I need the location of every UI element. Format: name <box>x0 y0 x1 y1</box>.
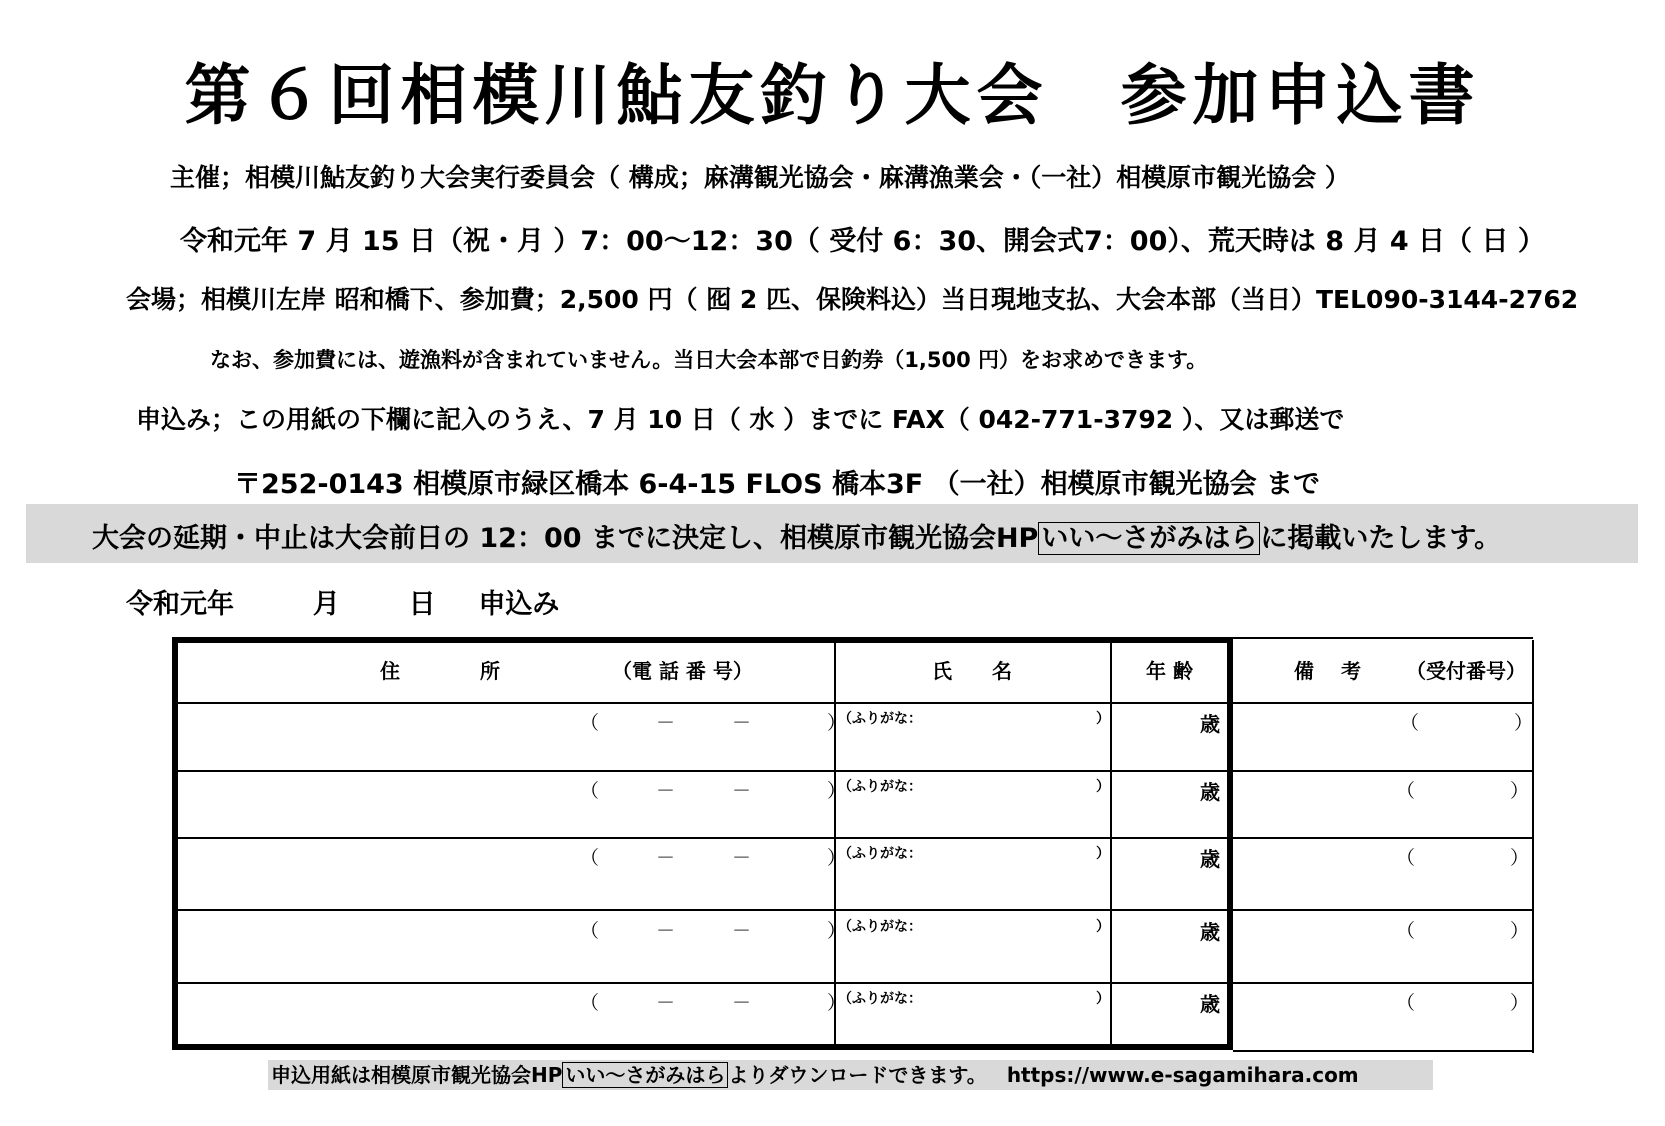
age-unit[interactable]: 歳 <box>1200 920 1220 944</box>
furigana-label[interactable]: （ふりがな： <box>838 779 922 795</box>
furigana-label[interactable]: （ふりがな： <box>838 846 922 862</box>
reception-number[interactable]: （ ） <box>1396 920 1530 942</box>
furigana-close: ） <box>1096 991 1110 1007</box>
phone-field[interactable]: （ － － ） <box>580 992 847 1014</box>
date-day: 日 <box>408 589 436 620</box>
application-line: 申込み；この用紙の下欄に記入のうえ、7 月 10 日（ 水 ）までに FAX（ 042-771-3792 ）、又は郵送で <box>136 405 1345 434</box>
table-divider <box>178 702 1533 704</box>
furigana-close: ） <box>1096 846 1110 862</box>
furigana-close: ） <box>1096 919 1110 935</box>
furigana-label[interactable]: （ふりがな： <box>838 919 922 935</box>
phone-field[interactable]: （ － － ） <box>580 780 847 802</box>
mailing-address-line: 〒252-0143 相模原市緑区橋本 6-4-15 FLOS 橋本3F （一社）相模原市観光協会 まで <box>234 469 1320 500</box>
header-phone: （電 話 番 号） <box>612 659 753 683</box>
footer-text-after: よりダウンロードできます。 <box>728 1063 987 1087</box>
age-unit[interactable]: 歳 <box>1200 712 1220 736</box>
fee-note-line: なお、参加費には、遊漁料が含まれていません。当日大会本部で日釣券（1,500 円）をお求めできます。 <box>210 348 1208 372</box>
reception-number[interactable]: （ ） <box>1396 847 1530 869</box>
date-month: 月 <box>312 589 340 620</box>
furigana-close: ） <box>1096 711 1110 727</box>
header-age: 年 齢 <box>1146 659 1193 683</box>
organizer-line: 主催；相模川鮎友釣り大会実行委員会（ 構成；麻溝観光協会・麻溝漁業会・（一社）相模原市観光協会 ） <box>170 163 1350 192</box>
table-divider <box>1233 1050 1533 1052</box>
table-divider <box>178 770 1533 772</box>
footer-url-link[interactable]: https://www.e-sagamihara.com <box>1006 1063 1359 1087</box>
date-label: 申込み <box>478 589 560 620</box>
phone-field[interactable]: （ － － ） <box>580 847 847 869</box>
furigana-label[interactable]: （ふりがな： <box>838 711 922 727</box>
footer-text-before: 申込用紙は相模原市観光協会HP <box>271 1063 563 1087</box>
reception-number[interactable]: （ ） <box>1396 992 1530 1014</box>
table-divider <box>178 909 1533 911</box>
phone-field[interactable]: （ － － ） <box>580 712 847 734</box>
reception-number[interactable]: （ ） <box>1396 780 1530 802</box>
age-unit[interactable]: 歳 <box>1200 992 1220 1016</box>
notice-text-before: 大会の延期・中止は大会前日の 12：00 までに決定し、相模原市観光協会HP <box>92 523 1039 554</box>
footer-website-name-link[interactable]: いい～さがみはら <box>562 1062 728 1088</box>
phone-field[interactable]: （ － － ） <box>580 920 847 942</box>
header-remarks: 備 考 <box>1294 659 1361 683</box>
furigana-label[interactable]: （ふりがな： <box>838 991 922 1007</box>
venue-fee-line: 会場；相模川左岸 昭和橋下、参加費；2,500 円（ 囮 2 匹、保険料込）当日現地支払、大会本部（当日）TEL090-3144-2762 <box>126 285 1579 314</box>
notice-text <box>92 516 1501 555</box>
reception-number[interactable]: （ ） <box>1400 712 1534 734</box>
table-divider <box>178 837 1533 839</box>
header-address: 住 所 <box>380 659 500 683</box>
date-era: 令和元年 <box>126 589 234 620</box>
table-divider <box>1233 637 1533 639</box>
event-date-line: 令和元年 7 月 15 日（祝・月 ）7：00～12：30（ 受付 6：30、開会式7：00）、荒天時は 8 月 4 日（ 日 ） <box>180 226 1545 257</box>
document-title: 第６回相模川鮎友釣り大会 参加申込書 <box>184 56 1481 134</box>
download-footer <box>268 1060 1433 1090</box>
age-unit[interactable]: 歳 <box>1200 847 1220 871</box>
notice-text-after: に掲載いたします。 <box>1260 523 1502 554</box>
age-unit[interactable]: 歳 <box>1200 780 1220 804</box>
application-date <box>126 582 559 621</box>
furigana-close: ） <box>1096 779 1110 795</box>
header-name: 氏 名 <box>932 659 1012 683</box>
table-divider <box>178 982 1533 984</box>
website-name-link[interactable]: いい～さがみはら <box>1038 522 1260 555</box>
header-reception: （受付番号） <box>1406 659 1526 683</box>
